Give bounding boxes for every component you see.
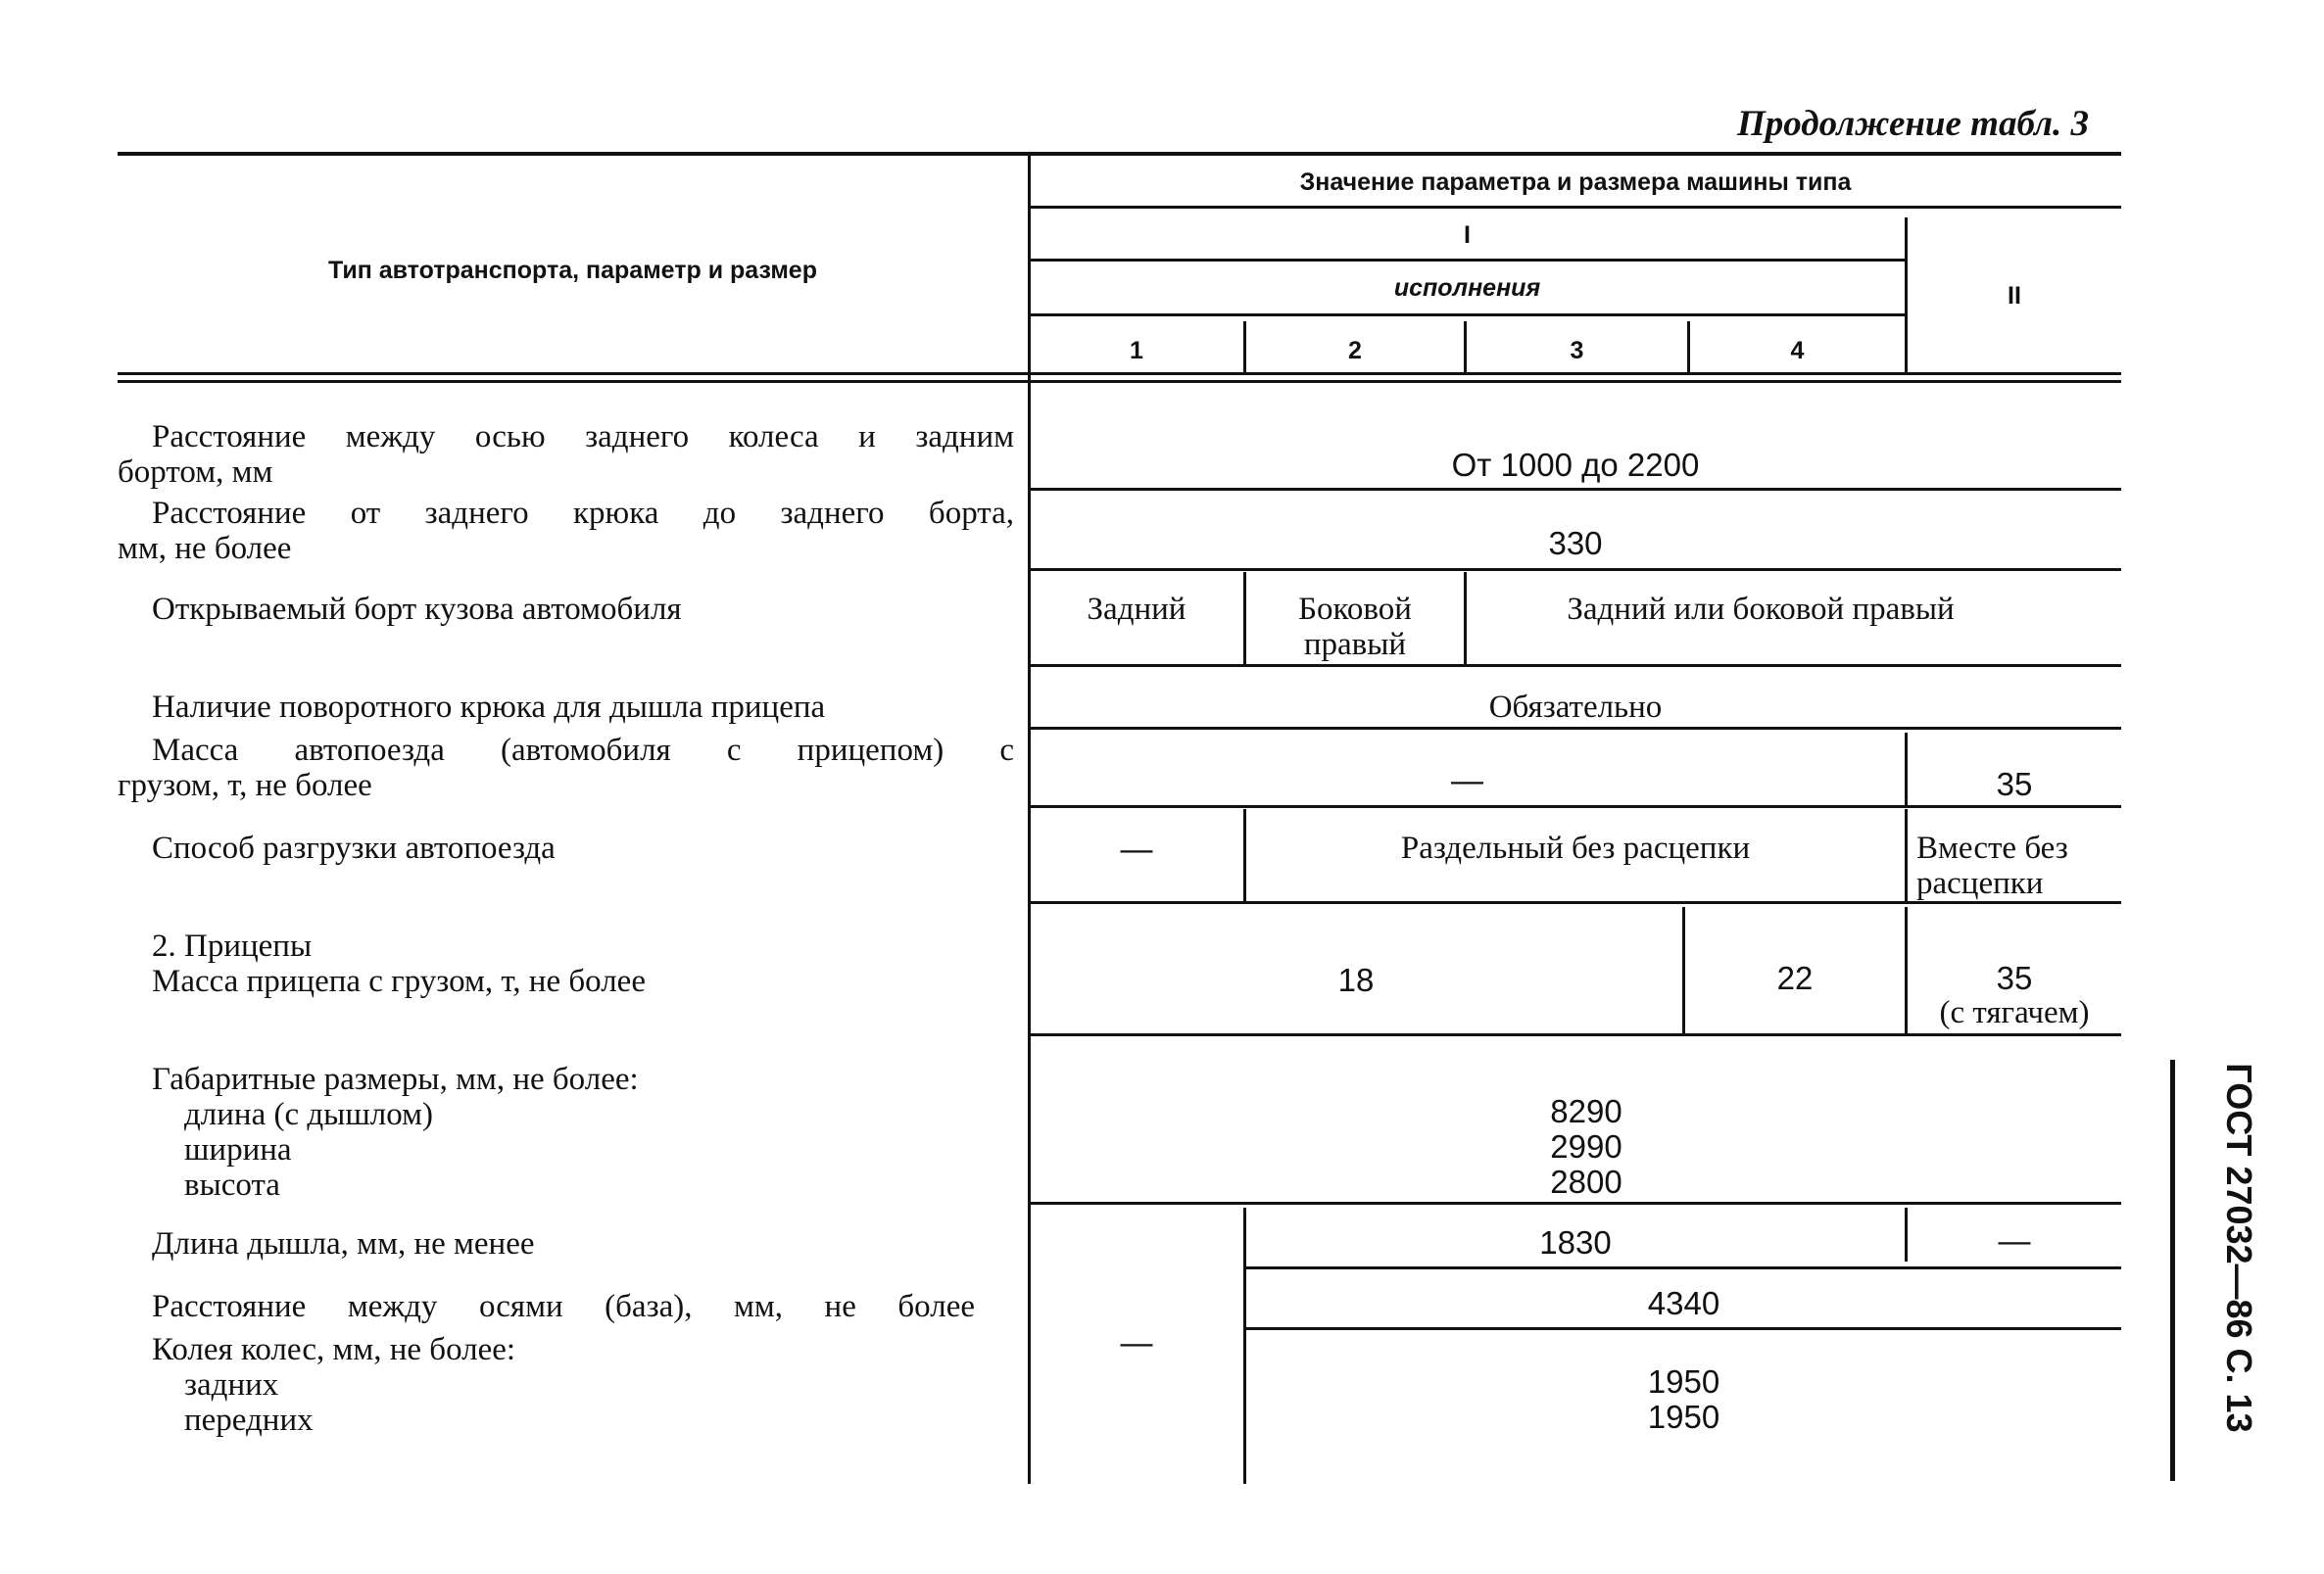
unload-value-2-4: Раздельный без расцепки [1400, 831, 1751, 866]
track-rear-label: задних [184, 1367, 279, 1403]
track-front-label: передних [184, 1403, 314, 1438]
unload-value-II-a: Вместе без [1916, 831, 2068, 866]
hook-value: 330 [1548, 525, 1603, 561]
row-rule-1 [1030, 488, 2121, 491]
side-value-2b: правый [1303, 627, 1407, 662]
values-title: Значение параметра и размера машины типа [1299, 168, 1852, 196]
trailer-mass-value-II-b: (с тягачем) [1939, 995, 2090, 1030]
unload-value-1: — [1120, 831, 1153, 867]
header-bottom-rule-1 [118, 372, 2121, 375]
document-side-label: ГОСТ 27032—86 С. 13 [2219, 1063, 2259, 1433]
dims-length-label: длина (с дышлом) [184, 1097, 433, 1132]
side-label: Открываемый борт кузова автомобиля [152, 592, 682, 627]
train-mass-value-II: 35 [1996, 766, 2033, 802]
hook-label-1: Расстояние от заднего крюка до заднего борта, [152, 496, 1014, 531]
dims-width-value: 2990 [1550, 1128, 1622, 1165]
header-line-a [1030, 206, 2121, 209]
param-column-header: Тип автотранспорта, параметр и размер [328, 257, 817, 284]
drawbar-value-II: — [1998, 1222, 2031, 1259]
track-front-value: 1950 [1647, 1399, 1720, 1435]
type-I-label: I [1464, 221, 1471, 249]
track-label: Колея колес, мм, не более: [152, 1332, 516, 1367]
dims-height-value: 2800 [1550, 1164, 1622, 1200]
col-1-label: 1 [1130, 337, 1143, 364]
row-rule-5 [1030, 805, 2121, 808]
rear-axle-value: От 1000 до 2200 [1451, 447, 1700, 483]
train-mass-label-2: грузом, т, не более [118, 768, 372, 803]
drawbar-label: Длина дышла, мм, не менее [152, 1226, 535, 1262]
header-line-b [1030, 259, 1905, 262]
side-value-2a: Боковой [1298, 592, 1412, 627]
trailer-mass-label: Масса прицепа с грузом, т, не более [152, 964, 646, 999]
header-bottom-rule-2 [118, 380, 2121, 383]
row-rule-8 [1030, 1202, 2121, 1205]
unload-value-II-b: расцепки [1916, 866, 2044, 901]
side-value-1: Задний [1087, 592, 1186, 627]
base-value: 4340 [1647, 1285, 1720, 1321]
continuation-caption: Продолжение табл. 3 [1737, 104, 2089, 144]
row-rule-3 [1030, 664, 2121, 667]
dims-label: Габаритные размеры, мм, не более: [152, 1062, 639, 1097]
col-2-label: 2 [1348, 337, 1362, 364]
trailer-mass-value-4: 22 [1776, 960, 1814, 996]
track-rear-value: 1950 [1647, 1363, 1720, 1400]
train-mass-value-1-4: — [1451, 762, 1483, 798]
col-3-label: 3 [1570, 337, 1584, 364]
row-rule-9 [1243, 1266, 2121, 1269]
trailer-mass-value-II-a: 35 [1996, 960, 2033, 996]
row-rule-6 [1030, 901, 2121, 904]
lower-col-1-value: — [1120, 1324, 1153, 1360]
hook-label-2: мм, не более [118, 531, 292, 566]
row-rule-2 [1030, 568, 2121, 571]
type-II-label: II [2008, 282, 2021, 310]
row-rule-4 [1030, 727, 2121, 730]
table-top-rule [118, 152, 2121, 156]
unload-vdiv-2 [1905, 809, 1908, 901]
ispolneniya-label: исполнения [1393, 274, 1541, 302]
col-4-label: 4 [1790, 337, 1805, 364]
drawbar-value-2-4: 1830 [1539, 1224, 1612, 1261]
row-rule-10 [1243, 1327, 2121, 1330]
swivel-label: Наличие поворотного крюка для дышла прицепа [152, 690, 826, 725]
header-line-c [1030, 313, 1905, 316]
side-value-34: Задний или боковой правый [1567, 592, 1955, 627]
trailer-mass-value-1-3: 18 [1337, 962, 1375, 998]
base-label: Расстояние между осями (база), мм, не более [152, 1289, 975, 1324]
row-rule-7 [1030, 1033, 2121, 1036]
train-mass-label-1: Масса автопоезда (автомобиля с прицепом) с [152, 733, 1014, 768]
trailers-section: 2. Прицепы [152, 929, 313, 964]
rear-axle-label-2: бортом, мм [118, 454, 273, 490]
dims-length-value: 8290 [1550, 1093, 1622, 1129]
swivel-value: Обязательно [1488, 690, 1663, 725]
rear-axle-label-1: Расстояние между осью заднего колеса и задним [152, 419, 1014, 454]
dims-height-label: высота [184, 1168, 280, 1203]
unload-label: Способ разгрузки автопоезда [152, 831, 556, 866]
side-label-rule [2170, 1060, 2175, 1481]
dims-width-label: ширина [184, 1132, 292, 1168]
